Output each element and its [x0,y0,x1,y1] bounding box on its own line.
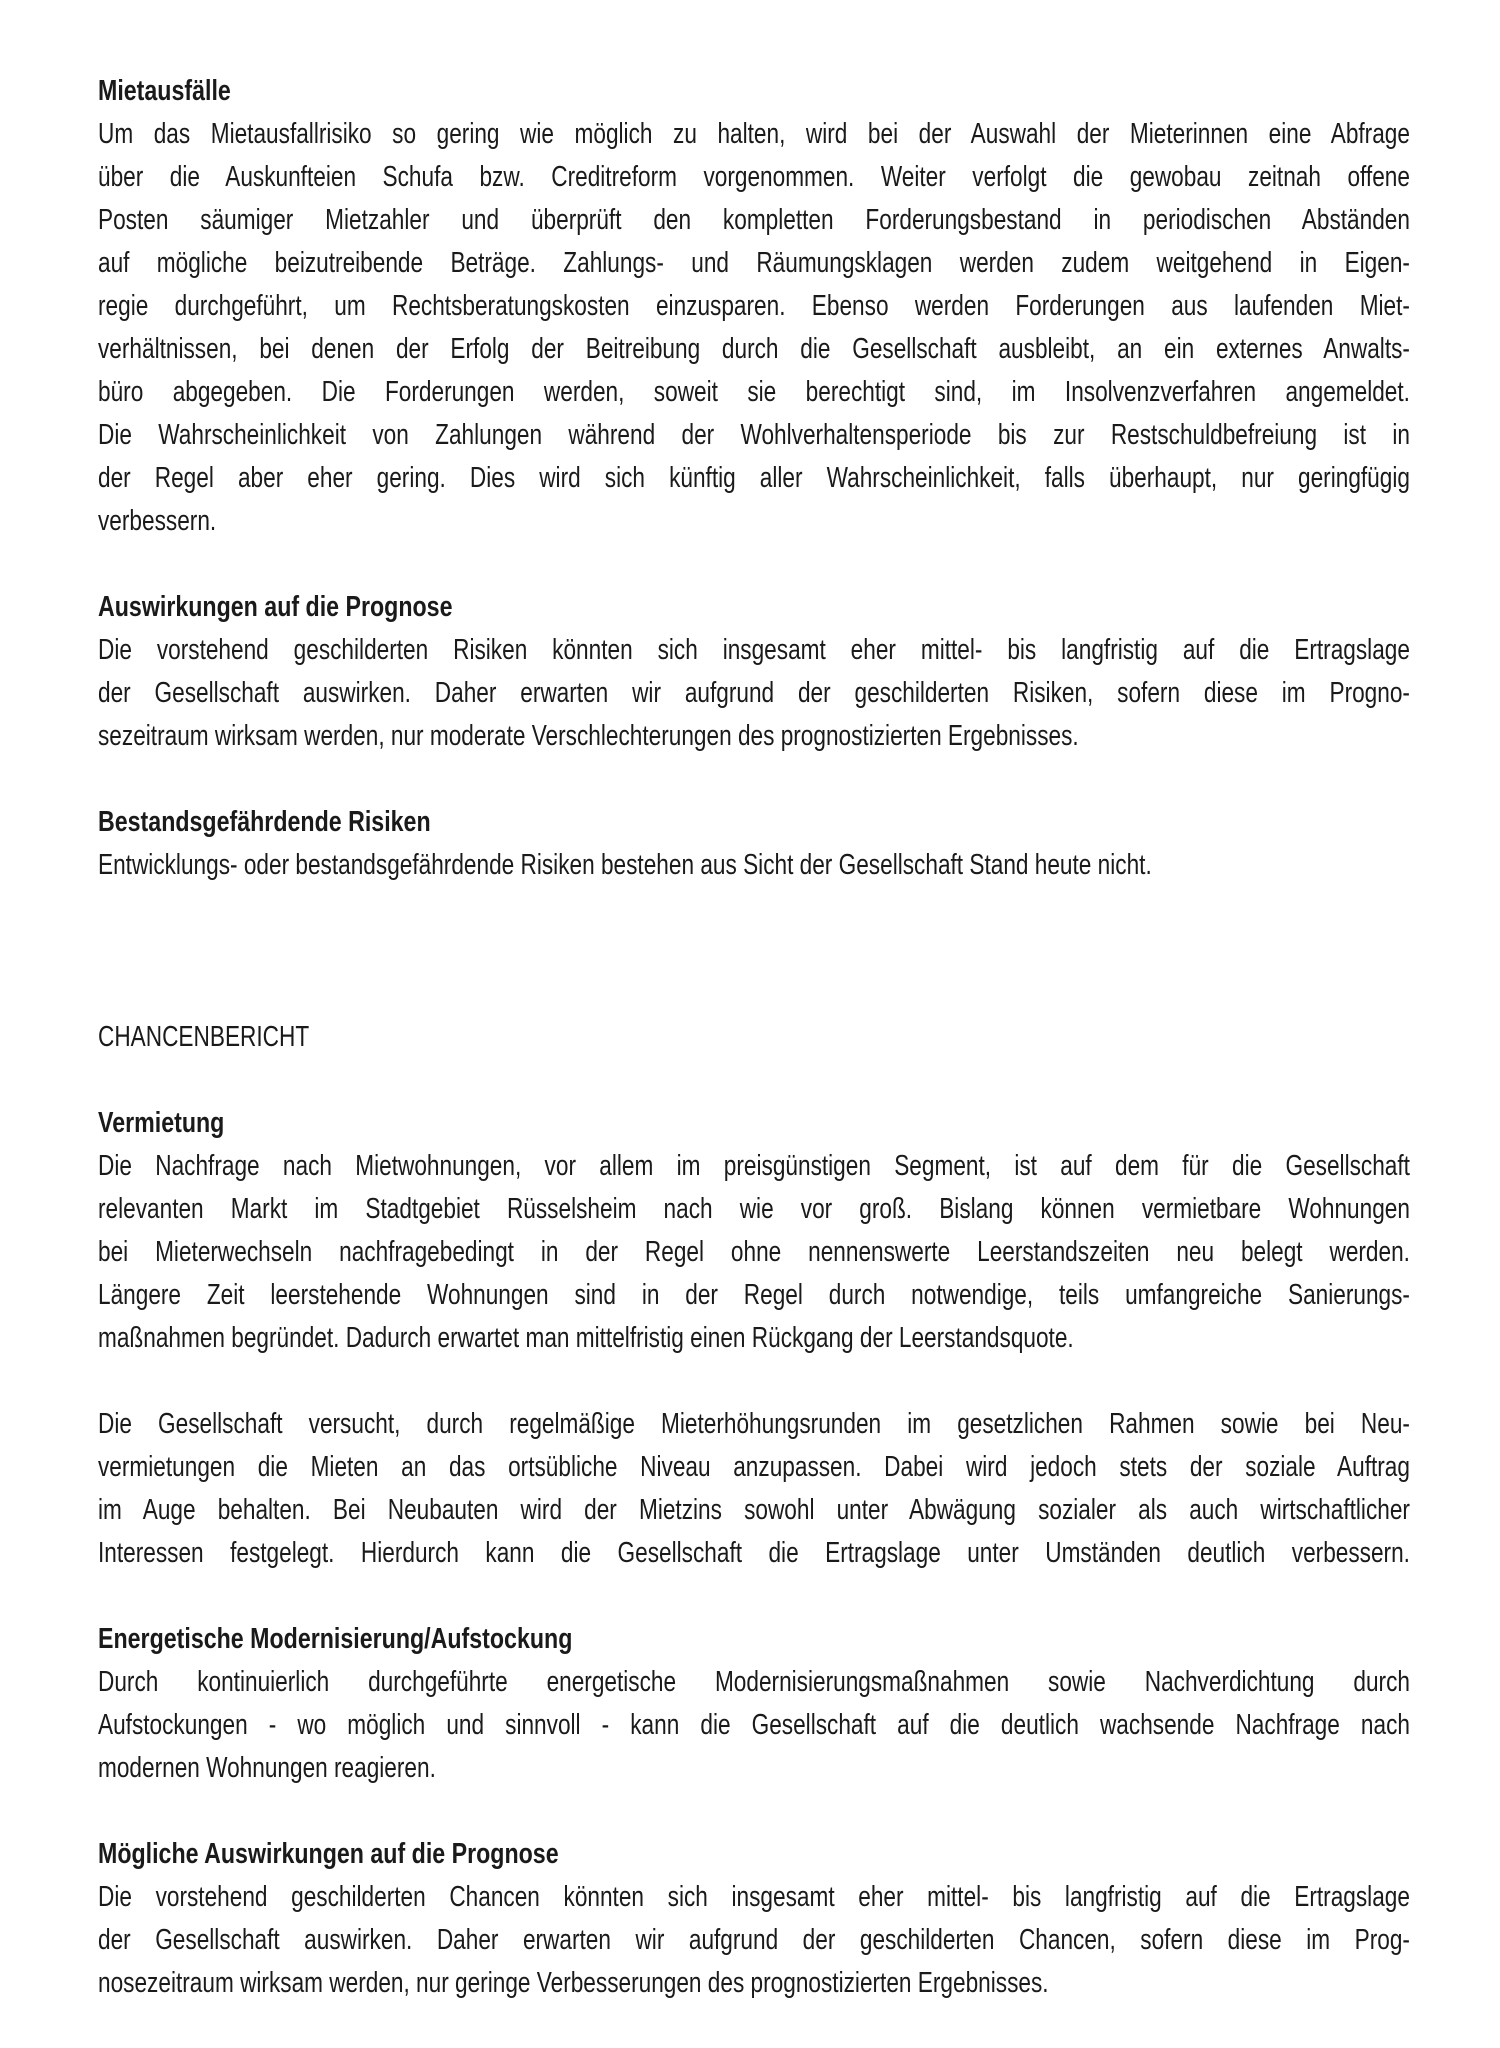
body-line: der Gesellschaft auswirken. Daher erwarten wir aufgrund der geschilderten Chancen, sofern diese im Prog- [98,1924,1410,1956]
section-mietausfaelle [98,70,1410,543]
section-heading: Auswirkungen auf die Prognose [98,591,453,623]
chapter-chancenbericht [98,1016,1410,1059]
body-line: regie durchgeführt, um Rechtsberatungskosten einzusparen. Ebenso werden Forderungen aus laufenden Miet- [98,290,1410,322]
body-line: Die Gesellschaft versucht, durch regelmäßige Mieterhöhungsrunden im gesetzlichen Rahmen sowie bei Neu- [98,1408,1410,1440]
body-line: Interessen festgelegt. Hierdurch kann die Gesellschaft die Ertragslage unter Umständen deutlich verbessern. [98,1537,1410,1569]
section-heading: Bestandsgefährdende Risiken [98,806,431,838]
section-heading: Mietausfälle [98,75,231,107]
body-line: Posten säumiger Mietzahler und überprüft den kompletten Forderungsbestand in periodischen Abständen [98,204,1410,236]
body-line: Die Nachfrage nach Mietwohnungen, vor allem im preisgünstigen Segment, ist auf dem für die Gesellschaft [98,1150,1410,1182]
body-line: Entwicklungs- oder bestandsgefährdende Risiken bestehen aus Sicht der Gesellschaft Stand heute nicht. [98,849,1152,881]
body-line: Längere Zeit leerstehende Wohnungen sind in der Regel durch notwendige, teils umfangreiche Sanierungs- [98,1279,1410,1311]
spacer [98,930,1410,1016]
section-heading: Mögliche Auswirkungen auf die Prognose [98,1838,559,1870]
body-line: Um das Mietausfallrisiko so gering wie möglich zu halten, wird bei der Auswahl der Mieterinnen eine Abfrage [98,118,1410,150]
document-page [98,70,1410,2048]
body-line: modernen Wohnungen reagieren. [98,1752,436,1784]
body-line: Die Wahrscheinlichkeit von Zahlungen während der Wohlverhaltensperiode bis zur Restschuldbefreiung ist in [98,419,1410,451]
section-vermietung-paragraph-2 [98,1403,1410,1575]
section-energetische-modernisierung [98,1618,1410,1790]
body-line: der Gesellschaft auswirken. Daher erwarten wir aufgrund der geschilderten Risiken, sofern diese im Progno- [98,677,1410,709]
body-line: im Auge behalten. Bei Neubauten wird der Mietzins sowohl unter Abwägung sozialer als auch wirtschaftlicher [98,1494,1410,1526]
body-line: bei Mieterwechseln nachfragebedingt in der Regel ohne nennenswerte Leerstandszeiten neu belegt werden. [98,1236,1410,1268]
body-line: verbessern. [98,505,217,537]
chapter-title: CHANCENBERICHT [98,1021,310,1053]
section-heading: Energetische Modernisierung/Aufstockung [98,1623,573,1655]
body-line: verhältnissen, bei denen der Erfolg der Beitreibung durch die Gesellschaft ausbleibt, an ein externes Anwalts- [98,333,1410,365]
section-bestandsgefaehrdende-risiken [98,801,1410,887]
section-auswirkungen-prognose [98,586,1410,758]
section-vermietung [98,1102,1410,1360]
body-line: über die Auskunfteien Schufa bzw. Creditreform vorgenommen. Weiter verfolgt die gewobau zeitnah offene [98,161,1410,193]
body-line: der Regel aber eher gering. Dies wird sich künftig aller Wahrscheinlichkeit, falls überhaupt, nur geringfügig [98,462,1410,494]
body-line: Die vorstehend geschilderten Risiken könnten sich insgesamt eher mittel- bis langfristig auf die Ertragslage [98,634,1410,666]
body-line: nosezeitraum wirksam werden, nur geringe Verbesserungen des prognostizierten Ergebnisses. [98,1967,1049,1999]
section-heading: Vermietung [98,1107,225,1139]
body-line: maßnahmen begründet. Dadurch erwartet man mittelfristig einen Rückgang der Leerstandsquote. [98,1322,1074,1354]
body-line: auf mögliche beizutreibende Beträge. Zahlungs- und Räumungsklagen werden zudem weitgehend in Eigen- [98,247,1410,279]
body-line: vermietungen die Mieten an das ortsübliche Niveau anzupassen. Dabei wird jedoch stets der soziale Auftrag [98,1451,1410,1483]
body-line: Die vorstehend geschilderten Chancen könnten sich insgesamt eher mittel- bis langfristig auf die Ertragslage [98,1881,1410,1913]
body-line: büro abgegeben. Die Forderungen werden, soweit sie berechtigt sind, im Insolvenzverfahren angemeldet. [98,376,1410,408]
body-line: Aufstockungen - wo möglich und sinnvoll - kann die Gesellschaft auf die deutlich wachsende Nachfrage nach [98,1709,1410,1741]
body-line: relevanten Markt im Stadtgebiet Rüsselsheim nach wie vor groß. Bislang können vermietbare Wohnungen [98,1193,1410,1225]
body-line: Durch kontinuierlich durchgeführte energetische Modernisierungsmaßnahmen sowie Nachverdichtung durch [98,1666,1410,1698]
section-moegliche-auswirkungen [98,1833,1410,2005]
body-line: sezeitraum wirksam werden, nur moderate Verschlechterungen des prognostizierten Ergebnisses. [98,720,1079,752]
